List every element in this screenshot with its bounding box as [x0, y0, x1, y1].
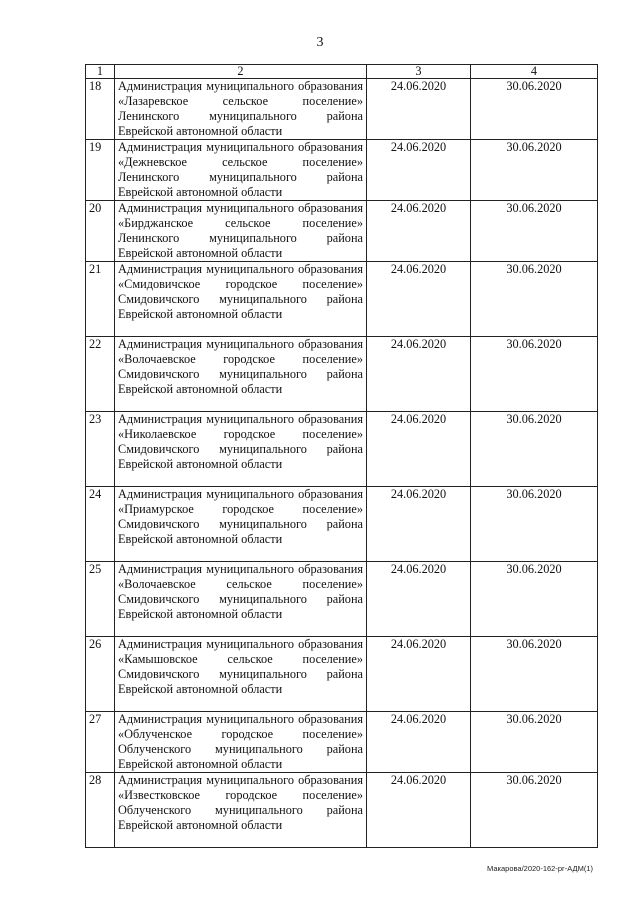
- column-header: 3: [367, 65, 471, 79]
- start-date: 24.06.2020: [367, 487, 471, 562]
- end-date: 30.06.2020: [471, 412, 598, 487]
- table-row: [86, 337, 598, 412]
- organization-name: Администрация муниципального образования «Облученское городское поселение» Облученского муниципального района Еврейской автономной области: [115, 712, 367, 773]
- row-number: 22: [86, 337, 115, 412]
- start-date: 24.06.2020: [367, 262, 471, 337]
- start-date: 24.06.2020: [367, 140, 471, 201]
- organization-name: Администрация муниципального образования «Смидовичское городское поселение» Смидовичского муниципального района Еврейской автономной области: [115, 262, 367, 337]
- end-date: 30.06.2020: [471, 487, 598, 562]
- end-date: 30.06.2020: [471, 562, 598, 637]
- row-number: 24: [86, 487, 115, 562]
- table-header-row: [86, 65, 598, 79]
- row-number: 26: [86, 637, 115, 712]
- end-date: 30.06.2020: [471, 201, 598, 262]
- end-date: 30.06.2020: [471, 79, 598, 140]
- organization-name: Администрация муниципального образования «Дежневское сельское поселение» Ленинского муниципального района Еврейской автономной области: [115, 140, 367, 201]
- organization-name: Администрация муниципального образования «Волочаевское городское поселение» Смидовичского муниципального района Еврейской автономной области: [115, 337, 367, 412]
- table-row: [86, 712, 598, 773]
- end-date: 30.06.2020: [471, 773, 598, 848]
- table-row: [86, 487, 598, 562]
- organization-name: Администрация муниципального образования «Бирджанское сельское поселение» Ленинского муниципального района Еврейской автономной области: [115, 201, 367, 262]
- row-number: 23: [86, 412, 115, 487]
- organization-name: Администрация муниципального образования «Лазаревское сельское поселение» Ленинского муниципального района Еврейской автономной области: [115, 79, 367, 140]
- row-number: 19: [86, 140, 115, 201]
- organization-name: Администрация муниципального образования «Николаевское городское поселение» Смидовичского муниципального района Еврейской автономной области: [115, 412, 367, 487]
- document-code: Макарова/2020-162-рг-АДМ(1): [487, 864, 593, 873]
- row-number: 28: [86, 773, 115, 848]
- page-number: 3: [316, 35, 324, 50]
- column-header: 1: [86, 65, 115, 79]
- start-date: 24.06.2020: [367, 79, 471, 140]
- end-date: 30.06.2020: [471, 337, 598, 412]
- table-row: [86, 562, 598, 637]
- start-date: 24.06.2020: [367, 773, 471, 848]
- organization-name: Администрация муниципального образования «Волочаевское сельское поселение» Смидовичского муниципального района Еврейской автономной области: [115, 562, 367, 637]
- table-row: [86, 412, 598, 487]
- start-date: 24.06.2020: [367, 637, 471, 712]
- row-number: 21: [86, 262, 115, 337]
- end-date: 30.06.2020: [471, 712, 598, 773]
- row-number: 20: [86, 201, 115, 262]
- table-row: [86, 637, 598, 712]
- table-row: [86, 262, 598, 337]
- column-header: 4: [471, 65, 598, 79]
- start-date: 24.06.2020: [367, 562, 471, 637]
- organization-name: Администрация муниципального образования «Камышовское сельское поселение» Смидовичского муниципального района Еврейской автономной области: [115, 637, 367, 712]
- start-date: 24.06.2020: [367, 712, 471, 773]
- organization-name: Администрация муниципального образования «Приамурское городское поселение» Смидовичского муниципального района Еврейской автономной области: [115, 487, 367, 562]
- end-date: 30.06.2020: [471, 140, 598, 201]
- column-header: 2: [115, 65, 367, 79]
- row-number: 25: [86, 562, 115, 637]
- organization-name: Администрация муниципального образования «Известковское городское поселение» Облученского муниципального района Еврейской автономной области: [115, 773, 367, 848]
- end-date: 30.06.2020: [471, 262, 598, 337]
- start-date: 24.06.2020: [367, 201, 471, 262]
- start-date: 24.06.2020: [367, 337, 471, 412]
- end-date: 30.06.2020: [471, 637, 598, 712]
- row-number: 18: [86, 79, 115, 140]
- table-row: [86, 79, 598, 140]
- table-row: [86, 140, 598, 201]
- table-row: [86, 201, 598, 262]
- document-table: [85, 64, 598, 848]
- row-number: 27: [86, 712, 115, 773]
- start-date: 24.06.2020: [367, 412, 471, 487]
- table-row: [86, 773, 598, 848]
